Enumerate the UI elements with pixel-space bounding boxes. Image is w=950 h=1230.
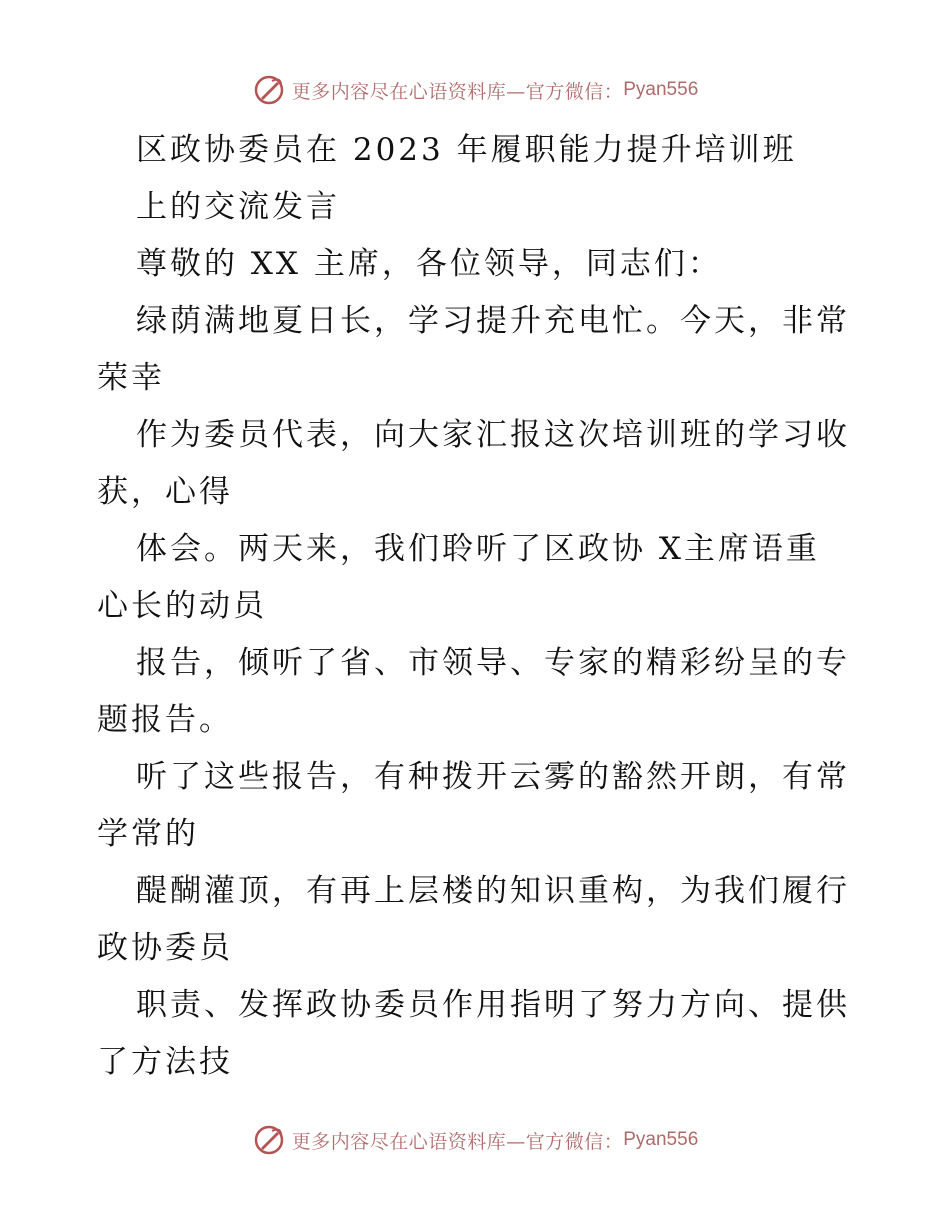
text-line: 获，心得 — [97, 474, 233, 510]
text-line: 心长的动员 — [97, 588, 267, 624]
text-line: 荣幸 — [97, 360, 165, 396]
watermark-wechat-id: Pyan556 — [623, 79, 699, 100]
document-body — [0, 122, 950, 1091]
header-watermark — [0, 70, 950, 110]
text-line: 绿荫满地夏日长，学习提升充电忙。今天，非常 — [136, 303, 850, 339]
text-line: 职责、发挥政协委员作用指明了努力方向、提供 — [136, 987, 850, 1023]
watermark-text: 更多内容尽在心语资料库—官方微信： — [291, 80, 624, 103]
text-line: 学常的 — [97, 816, 199, 852]
watermark-wechat-id: Pyan556 — [623, 1129, 699, 1150]
text-line: 尊敬的 XX 主席，各位领导，同志们： — [136, 246, 722, 282]
text-line: 报告，倾听了省、市领导、专家的精彩纷呈的专 — [136, 645, 850, 681]
text-line: 题报告。 — [97, 702, 233, 738]
text-line: 上的交流发言 — [136, 189, 340, 225]
watermark-text: 更多内容尽在心语资料库—官方微信： — [291, 1130, 624, 1153]
quill-logo-icon — [252, 73, 286, 107]
text-line: 了方法技 — [97, 1044, 233, 1080]
footer-watermark — [0, 1120, 950, 1160]
text-line: 醍醐灌顶，有再上层楼的知识重构，为我们履行 — [136, 873, 850, 909]
text-line: 体会。两天来，我们聆听了区政协 X主席语重 — [136, 531, 820, 567]
text-line: 听了这些报告，有种拨开云雾的豁然开朗，有常 — [136, 759, 850, 795]
quill-logo-icon — [252, 1123, 286, 1157]
text-line: 政协委员 — [97, 930, 233, 966]
text-line: 作为委员代表，向大家汇报这次培训班的学习收 — [136, 417, 850, 453]
text-line: 区政协委员在 2023 年履职能力提升培训班 — [136, 132, 797, 168]
